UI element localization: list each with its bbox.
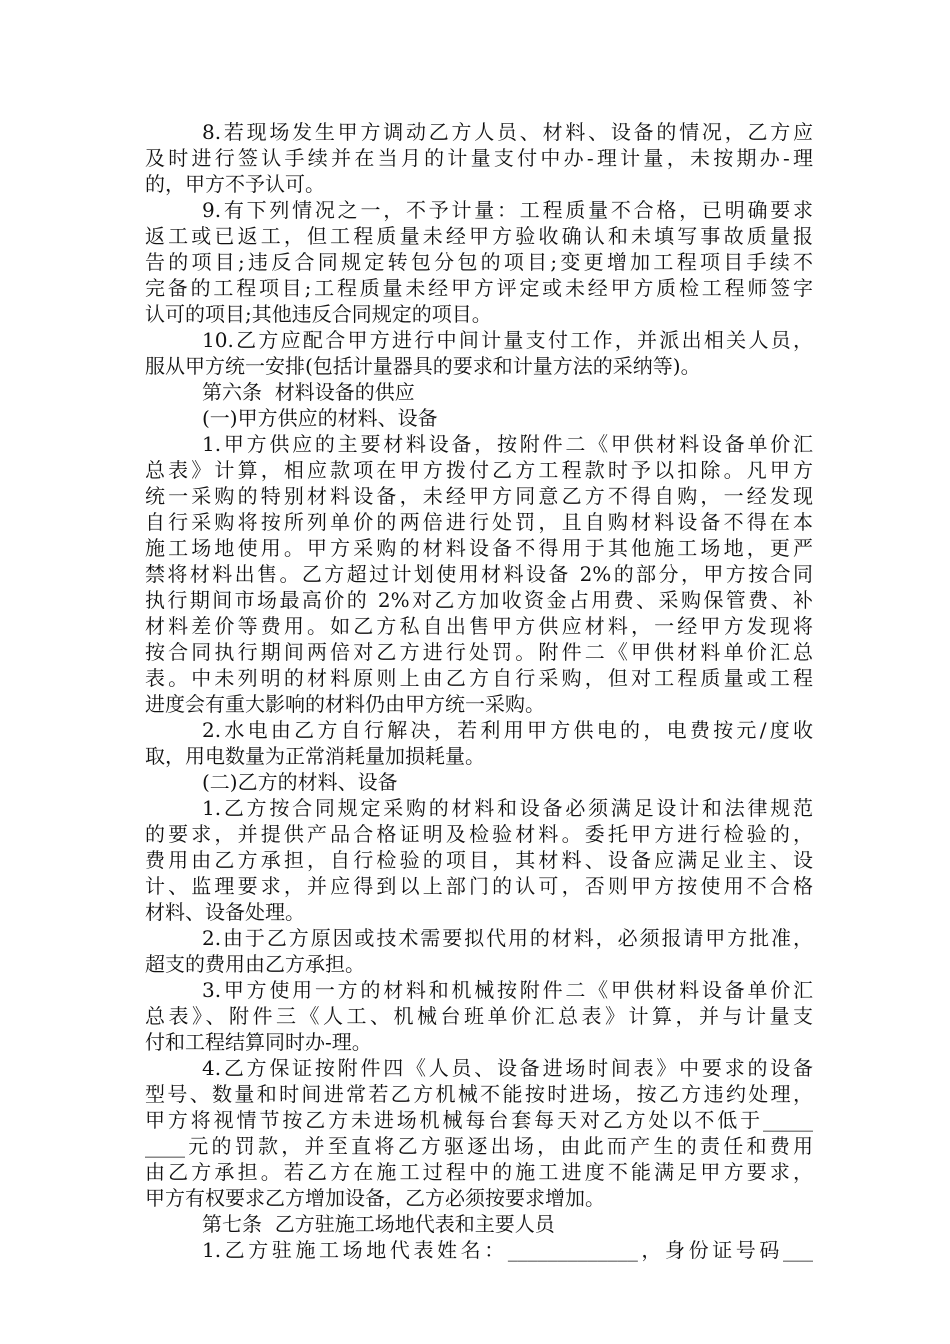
text-line: 告的项目;违反合同规定转包分包的项目;变更增加工程项目手续不 — [145, 250, 813, 274]
text-line: 的，甲方不予认可。 — [145, 172, 325, 196]
text-line: 9.有下列情况之一，不予计量：工程质量不合格，已明确要求 — [202, 198, 813, 222]
text-line: 型号、数量和时间进常若乙方机械不能按时进场，按乙方违约处理， — [145, 1082, 813, 1106]
text-line: 3.甲方使用一方的材料和机械按附件二《甲供材料设备单价汇 — [202, 978, 813, 1002]
text-line: 取，用电数量为正常消耗量加损耗量。 — [145, 744, 485, 768]
text-line: 2.水电由乙方自行解决，若利用甲方供电的，电费按元/度收 — [202, 718, 813, 742]
text-line: 第七条 乙方驻施工场地代表和主要人员 — [202, 1212, 555, 1236]
text-line: 4.乙方保证按附件四《人员、设备进场时间表》中要求的设备 — [202, 1056, 813, 1080]
text-line: (二)乙方的材料、设备 — [202, 770, 398, 794]
text-line: 1.乙方按合同规定采购的材料和设备必须满足设计和法律规范 — [202, 796, 813, 820]
text-line: 超支的费用由乙方承担。 — [145, 952, 365, 976]
text-line: 进度会有重大影响的材料仍由甲方统一采购。 — [145, 692, 545, 716]
text-line: 甲方将视情节按乙方未进场机械每台套每天对乙方处以不低于_____ — [145, 1108, 813, 1132]
text-line: 禁将材料出售。乙方超过计划使用材料设备 2%的部分，甲方按合同 — [145, 562, 813, 586]
text-line: (一)甲方供应的材料、设备 — [202, 406, 438, 430]
text-line: 施工场地使用。甲方采购的材料设备不得用于其他施工场地，更严 — [145, 536, 813, 560]
text-line: 材料差价等费用。如乙方私自出售甲方供应材料，一经甲方发现将 — [145, 614, 813, 638]
text-line: 返工或已返工，但工程质量未经甲方验收确认和未填写事故质量报 — [145, 224, 813, 248]
text-line: 材料、设备处理。 — [145, 900, 305, 924]
text-line: 按合同执行期间两倍对乙方进行处罚。附件二《甲供材料单价汇总 — [145, 640, 813, 664]
text-line: 1.甲方供应的主要材料设备，按附件二《甲供材料设备单价汇 — [202, 432, 813, 456]
text-line: ____元的罚款，并至直将乙方驱逐出场，由此而产生的责任和费用 — [145, 1134, 813, 1158]
text-line: 总表》、附件三《人工、机械台班单价汇总表》计算，并与计量支 — [145, 1004, 813, 1028]
text-line: 完备的工程项目;工程质量未经甲方评定或未经甲方质检工程师签字 — [145, 276, 813, 300]
text-line: 计、监理要求，并应得到以上部门的认可，否则甲方按使用不合格 — [145, 874, 813, 898]
document-body — [145, 119, 813, 1263]
text-line: 表。中未列明的材料原则上由乙方自行采购，但对工程质量或工程 — [145, 666, 813, 690]
text-line: 第六条 材料设备的供应 — [202, 380, 415, 404]
text-line: 的要求，并提供产品合格证明及检验材料。委托甲方进行检验的， — [145, 822, 813, 846]
text-line: 执行期间市场最高价的 2%对乙方加收资金占用费、采购保管费、补 — [145, 588, 813, 612]
text-line: 总表》计算，相应款项在甲方拨付乙方工程款时予以扣除。凡甲方 — [145, 458, 813, 482]
text-line: 10.乙方应配合甲方进行中间计量支付工作，并派出相关人员， — [202, 328, 813, 352]
text-line: 8.若现场发生甲方调动乙方人员、材料、设备的情况，乙方应 — [202, 120, 813, 144]
text-line: 及时进行签认手续并在当月的计量支付中办-理计量，未按期办-理 — [145, 146, 813, 170]
text-line: 1.乙方驻施工场地代表姓名：_____________，身份证号码___ — [202, 1238, 813, 1262]
text-line: 费用由乙方承担，自行检验的项目，其材料、设备应满足业主、设 — [145, 848, 813, 872]
text-line: 服从甲方统一安排(包括计量器具的要求和计量方法的采纳等)。 — [145, 354, 701, 378]
text-line: 甲方有权要求乙方增加设备，乙方必须按要求增加。 — [145, 1186, 605, 1210]
text-line: 自行采购将按所列单价的两倍进行处罚，且自购材料设备不得在本 — [145, 510, 813, 534]
text-line: 统一采购的特别材料设备，未经甲方同意乙方不得自购，一经发现 — [145, 484, 813, 508]
text-line: 认可的项目;其他违反合同规定的项目。 — [145, 302, 492, 326]
text-line: 付和工程结算同时办-理。 — [145, 1030, 372, 1054]
text-line: 由乙方承担。若乙方在施工过程中的施工进度不能满足甲方要求， — [145, 1160, 813, 1184]
text-line: 2.由于乙方原因或技术需要拟代用的材料，必须报请甲方批准， — [202, 926, 813, 950]
